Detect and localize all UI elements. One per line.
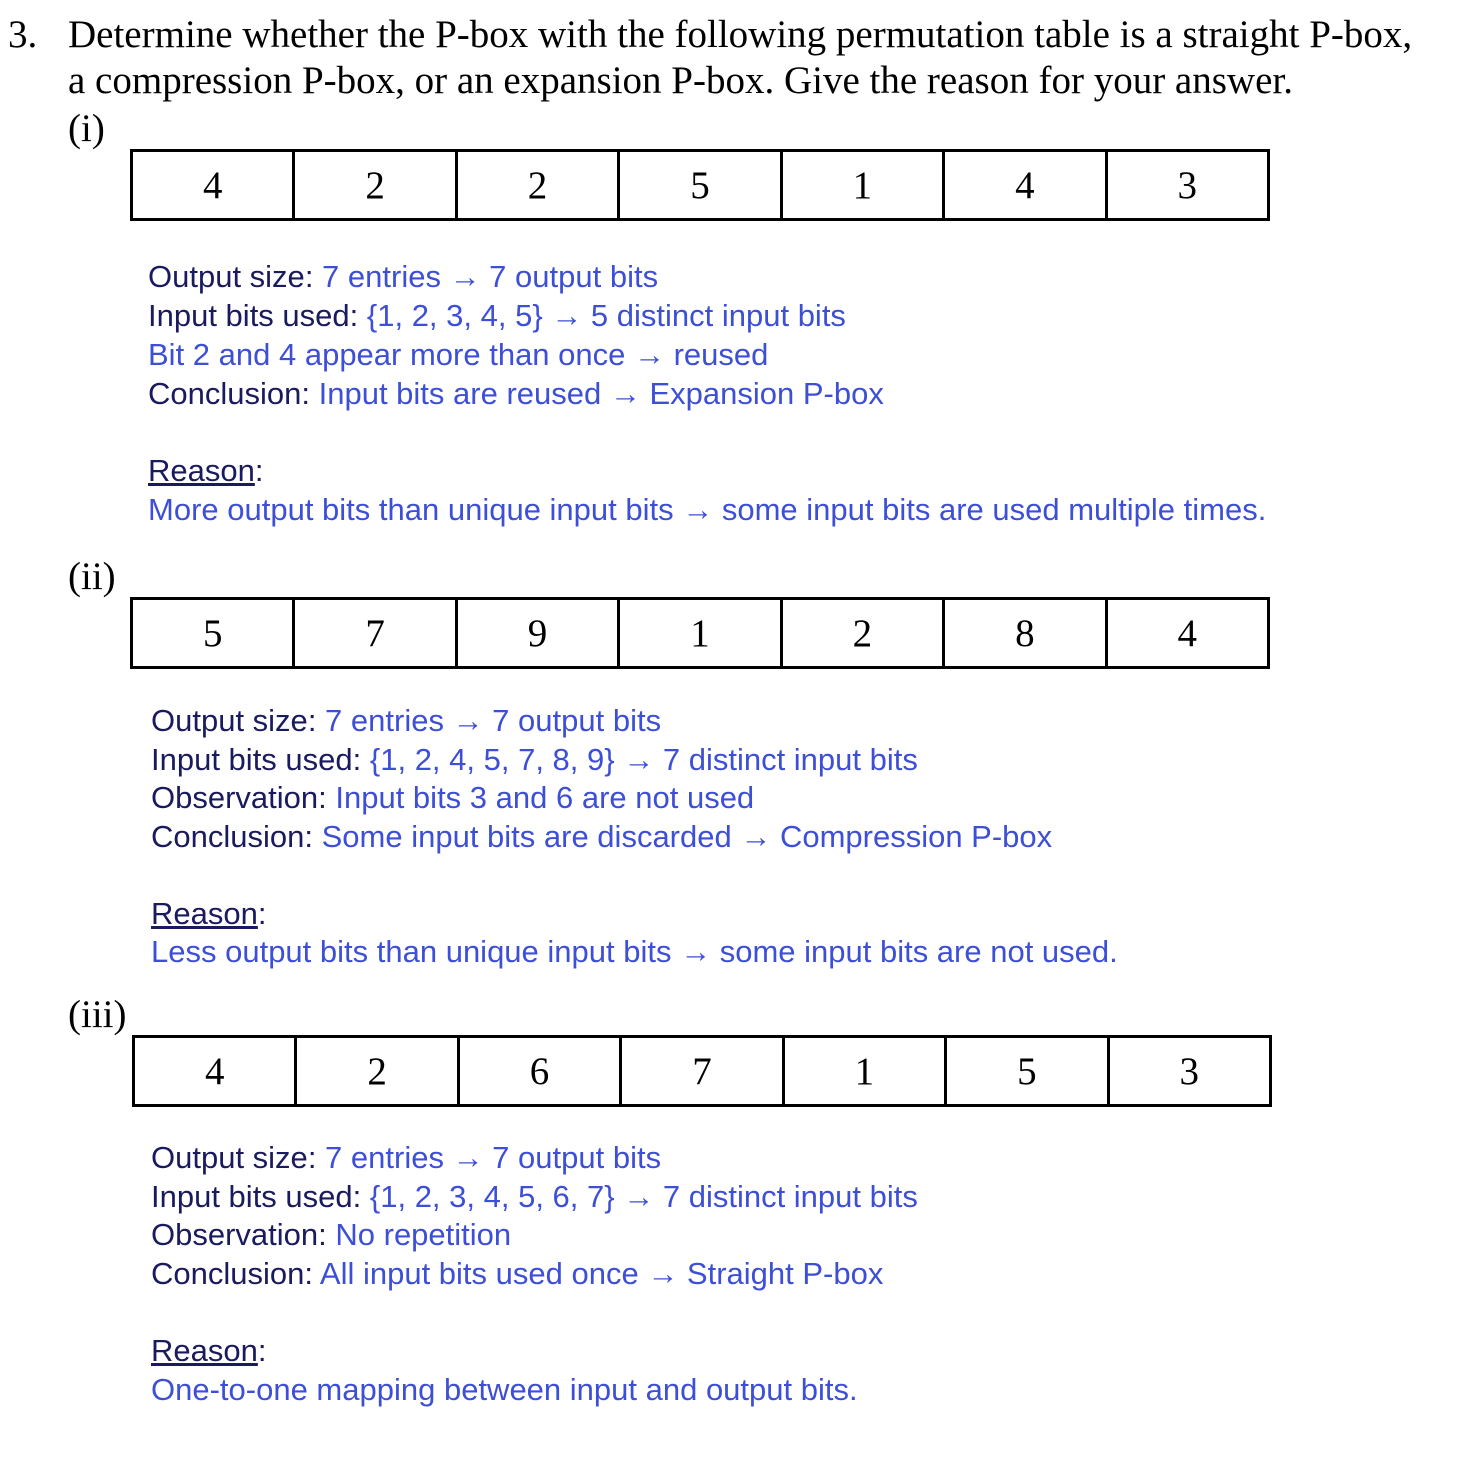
reason-text-i: More output bits than unique input bits → some input bits are used multiple times. [148, 492, 1267, 527]
table-cell: 5 [619, 151, 781, 220]
table-cell: 2 [781, 599, 943, 668]
table-cell: 4 [944, 151, 1106, 220]
part-label-iii: (iii) [68, 993, 127, 1036]
table-cell: 5 [132, 599, 294, 668]
table-cell: 7 [621, 1037, 783, 1106]
table-cell: 2 [296, 1037, 458, 1106]
answer-conclusion-iii: Conclusion: All input bits used once → Straight P-box [151, 1256, 884, 1291]
table-cell: 4 [132, 151, 294, 220]
table-cell: 4 [134, 1037, 296, 1106]
reason-text-iii: One-to-one mapping between input and output bits. [151, 1372, 858, 1407]
table-cell: 7 [294, 599, 456, 668]
reason-text-ii: Less output bits than unique input bits → some input bits are not used. [151, 934, 1118, 969]
reason-heading-i: Reason: [148, 453, 264, 488]
answer-output-size-ii: Output size: 7 entries → 7 output bits [151, 703, 662, 738]
table-cell: 9 [456, 599, 618, 668]
answer-input-bits-ii: Input bits used: {1, 2, 4, 5, 7, 8, 9} → 7 distinct input bits [151, 742, 918, 777]
permutation-table-i [130, 149, 1270, 221]
table-cell: 4 [1106, 599, 1268, 668]
question-number: 3. [8, 13, 38, 56]
table-cell: 3 [1108, 1037, 1270, 1106]
table-cell: 6 [458, 1037, 620, 1106]
table-cell: 2 [456, 151, 618, 220]
permutation-table-ii [130, 597, 1270, 669]
answer-conclusion-ii: Conclusion: Some input bits are discarded → Compression P-box [151, 819, 1053, 854]
answer-observation-iii: Observation: No repetition [151, 1217, 512, 1252]
table-cell: 2 [294, 151, 456, 220]
answer-observation-i: Bit 2 and 4 appear more than once → reused [148, 337, 769, 372]
table-cell: 3 [1106, 151, 1268, 220]
table-cell: 1 [781, 151, 943, 220]
table-cell: 1 [619, 599, 781, 668]
answer-conclusion-i: Conclusion: Input bits are reused → Expansion P-box [148, 376, 884, 411]
answer-observation-ii: Observation: Input bits 3 and 6 are not used [151, 780, 755, 815]
question-text-line-1: Determine whether the P-box with the following permutation table is a straight P-box, [68, 13, 1413, 56]
table-cell: 5 [946, 1037, 1108, 1106]
answer-output-size-iii: Output size: 7 entries → 7 output bits [151, 1140, 662, 1175]
part-label-i: (i) [68, 107, 105, 150]
table-cell: 8 [944, 599, 1106, 668]
reason-heading-ii: Reason: [151, 896, 267, 931]
question-text-line-2: a compression P-box, or an expansion P-box. Give the reason for your answer. [68, 59, 1293, 102]
reason-heading-iii: Reason: [151, 1333, 267, 1368]
answer-output-size-i: Output size: 7 entries → 7 output bits [148, 259, 659, 294]
answer-input-bits-iii: Input bits used: {1, 2, 3, 4, 5, 6, 7} → 7 distinct input bits [151, 1179, 918, 1214]
table-cell: 1 [783, 1037, 945, 1106]
answer-input-bits-i: Input bits used: {1, 2, 3, 4, 5} → 5 distinct input bits [148, 298, 846, 333]
permutation-table-iii [132, 1035, 1272, 1107]
part-label-ii: (ii) [68, 555, 116, 598]
